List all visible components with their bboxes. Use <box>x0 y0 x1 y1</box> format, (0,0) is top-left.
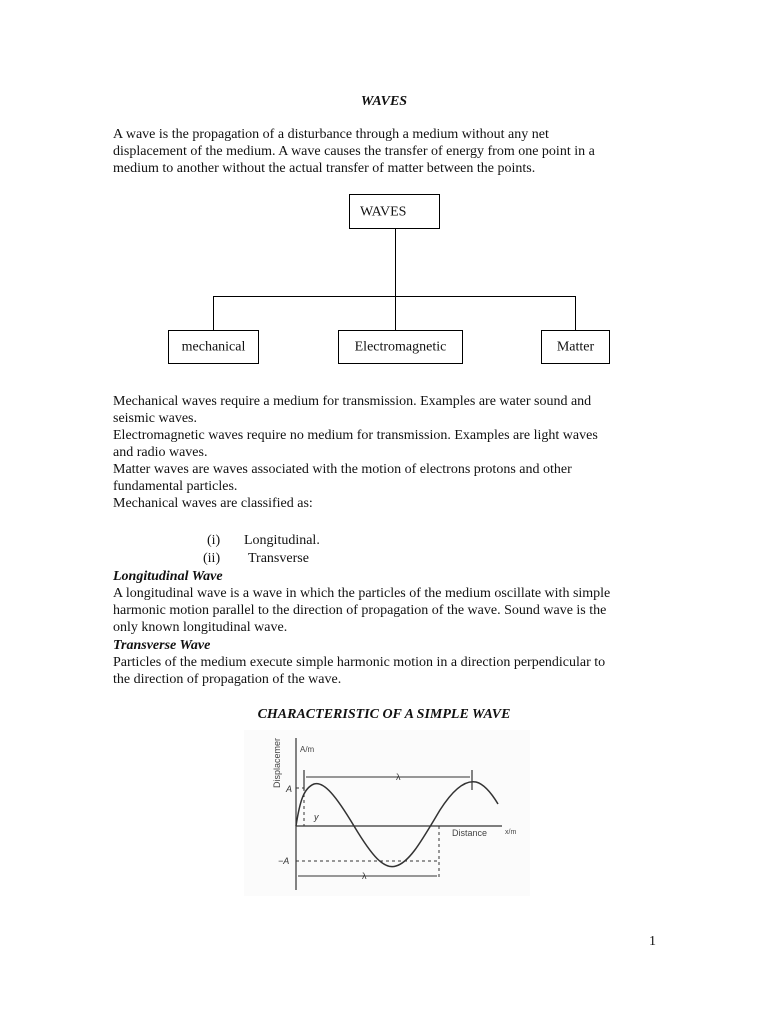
body-line: harmonic motion parallel to the direction of propagation of the wave. Sound wave is the <box>113 603 607 618</box>
simple-wave-figure <box>244 730 530 896</box>
tree-root-box <box>349 194 440 229</box>
body-line: Mechanical waves require a medium for transmission. Examples are water sound and <box>113 394 592 409</box>
body-line: only known longitudinal wave. <box>113 620 288 635</box>
page-title: WAVES <box>360 94 408 109</box>
body-line: seismic waves. <box>113 411 197 426</box>
x-unit-label: x/m <box>505 829 517 836</box>
longitudinal-paragraph <box>113 585 653 636</box>
list-item-label: Longitudinal. <box>244 533 320 548</box>
figure-background <box>244 730 530 896</box>
list-item-label: Transverse <box>248 551 309 566</box>
tree-connector <box>575 296 576 330</box>
body-line: Matter waves are waves associated with the motion of electrons protons and other <box>113 462 572 477</box>
list-item-number: (ii) <box>203 551 221 566</box>
amplitude-label: A <box>286 784 293 794</box>
intro-line: medium to another without the actual transfer of matter between the points. <box>113 161 536 176</box>
intro-line: displacement of the medium. A wave causes the transfer of energy from one point in a <box>113 144 595 159</box>
intro-paragraph <box>113 126 653 177</box>
tree-connector <box>395 296 396 330</box>
transverse-paragraph <box>113 654 653 688</box>
wave-types-paragraph <box>113 393 653 512</box>
tree-node-label: Matter <box>556 339 595 355</box>
displacement-label: y <box>314 812 319 822</box>
tree-node-label: mechanical <box>181 339 246 355</box>
wavelength-label-bottom: λ <box>362 871 367 881</box>
body-line: Electromagnetic waves require no medium for transmission. Examples are light waves <box>113 428 598 443</box>
body-line: A longitudinal wave is a wave in which the particles of the medium oscillate with simple <box>113 586 611 601</box>
body-line: fundamental particles. <box>113 479 238 494</box>
tree-connector <box>395 229 396 296</box>
neg-amplitude-label: −A <box>278 856 290 866</box>
tree-node-matter <box>541 330 610 364</box>
y-unit-label: A/m <box>300 745 315 754</box>
body-line: the direction of propagation of the wave. <box>113 672 342 687</box>
wavelength-label-top: λ <box>396 772 401 782</box>
tree-node-label: Electromagnetic <box>354 339 447 355</box>
body-line: Mechanical waves are classified as: <box>113 496 313 511</box>
tree-root-label: WAVES <box>360 204 407 219</box>
section-title: CHARACTERISTIC OF A SIMPLE WAVE <box>257 707 511 722</box>
list-item-number: (i) <box>207 533 221 548</box>
y-axis-label: Displacemer <box>272 737 282 788</box>
longitudinal-heading: Longitudinal Wave <box>113 569 223 584</box>
tree-node-electromagnetic <box>338 330 463 364</box>
intro-line: A wave is the propagation of a disturbance through a medium without any net <box>113 127 549 142</box>
x-axis-label: Distance <box>452 828 488 838</box>
body-line: and radio waves. <box>113 445 208 460</box>
page-number: 1 <box>649 934 656 949</box>
body-line: Particles of the medium execute simple harmonic motion in a direction perpendicular to <box>113 655 606 670</box>
tree-node-mechanical <box>168 330 259 364</box>
transverse-heading: Transverse Wave <box>113 638 211 653</box>
tree-connector <box>213 296 214 330</box>
